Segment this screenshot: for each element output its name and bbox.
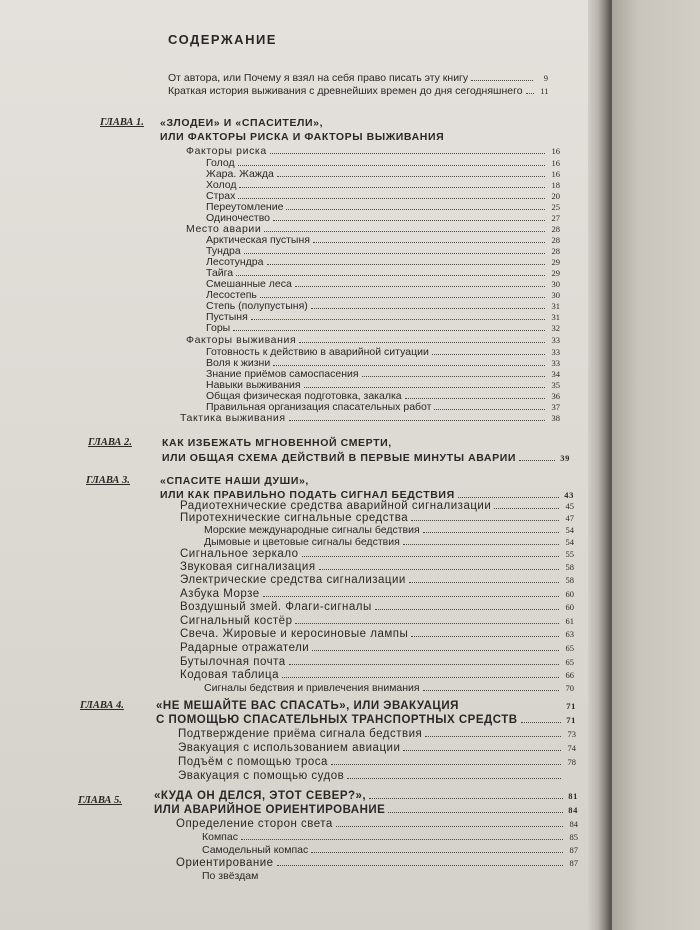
- leader-dots: [375, 609, 559, 610]
- toc-entry-label: Свеча. Жировые и керосиновые лампы: [180, 628, 409, 640]
- toc-entry: [206, 322, 560, 334]
- toc-entry-label: Переутомление: [206, 201, 284, 213]
- toc-entry: [180, 561, 574, 573]
- toc-entry: [180, 628, 574, 640]
- toc-entry-label: Подъём с помощью троса: [178, 756, 328, 768]
- toc-entry-page: 60: [565, 589, 574, 599]
- toc-entry-label: Общая физическая подготовка, закалка: [206, 390, 402, 402]
- toc-entry-label: Краткая история выживания с древнейших времен до дня сегодняшнего: [168, 85, 523, 97]
- toc-entry-label: Смешанные леса: [206, 278, 292, 290]
- toc-entry-page: 9: [543, 73, 548, 83]
- toc-entry-label: Лесотундра: [206, 256, 264, 268]
- leader-dots: [304, 387, 545, 388]
- leader-dots: [423, 532, 559, 533]
- leader-dots: [403, 544, 559, 545]
- toc-entry: [168, 85, 548, 97]
- toc-entry-label: Азбука Морзе: [180, 588, 260, 600]
- toc-entry: [202, 844, 578, 856]
- toc-entry-page: 30: [551, 290, 560, 300]
- toc-entry-label: Сигнальный костёр: [180, 615, 293, 627]
- chapter-heading-line: «ЗЛОДЕИ» И «СПАСИТЕЛИ»,: [160, 117, 324, 129]
- toc-entry-label: От автора, или Почему я взял на себя право писать эту книгу: [168, 72, 469, 84]
- leader-dots: [423, 690, 559, 691]
- toc-entry-page: 35: [551, 380, 560, 390]
- leader-dots: [519, 460, 555, 461]
- leader-dots: [494, 508, 559, 509]
- chapter-label: ГЛАВА 1.: [100, 117, 144, 128]
- toc-entry-label: Воздушный змей. Флаги-сигналы: [180, 601, 372, 613]
- toc-entry: [204, 682, 574, 694]
- leader-dots: [432, 354, 545, 355]
- toc-entry-label: Морские международные сигналы бедствия: [204, 524, 420, 536]
- toc-entry-page: 30: [551, 279, 560, 289]
- chapter-heading-line: «СПАСИТЕ НАШИ ДУШИ»,: [160, 475, 309, 487]
- toc-entry-label: Тактика выживания: [180, 412, 286, 424]
- chapter-heading-line: ИЛИ АВАРИЙНОЕ ОРИЕНТИРОВАНИЕ: [154, 804, 386, 816]
- toc-entry: [178, 756, 576, 768]
- toc-entry: [180, 669, 574, 681]
- leader-dots: [273, 365, 545, 366]
- leader-dots: [282, 677, 559, 678]
- leader-dots: [336, 826, 563, 827]
- toc-entry-label: Навыки выживания: [206, 379, 301, 391]
- toc-entry-page: 34: [551, 369, 560, 379]
- toc-entry-page: 43: [564, 490, 574, 500]
- chapter-heading-line: КАК ИЗБЕЖАТЬ МГНОВЕННОЙ СМЕРТИ,: [162, 437, 392, 449]
- leader-dots: [277, 865, 563, 866]
- leader-dots: [331, 764, 561, 765]
- toc-entry-page: 54: [565, 525, 574, 535]
- leader-dots: [295, 623, 559, 624]
- leader-dots: [277, 176, 545, 177]
- toc-entry-page: 65: [565, 643, 574, 653]
- toc-entry-page: 55: [565, 549, 574, 559]
- leader-dots: [289, 664, 559, 665]
- leader-dots: [369, 798, 563, 799]
- leader-dots: [241, 839, 563, 840]
- toc-entry-page: 31: [551, 312, 560, 322]
- toc-entry: [180, 642, 574, 654]
- toc-entry: [180, 588, 574, 600]
- toc-entry-page: 58: [565, 575, 574, 585]
- toc-entry-label: Звуковая сигнализация: [180, 561, 316, 573]
- toc-entry-page: 47: [565, 513, 574, 523]
- chapter-label: ГЛАВА 2.: [88, 437, 132, 448]
- toc-entry-page: 73: [567, 729, 576, 739]
- toc-entry: [178, 728, 576, 740]
- toc-entry-page: 25: [551, 202, 560, 212]
- toc-entry-label: По звёздам: [202, 870, 259, 882]
- toc-entry-page: 33: [551, 358, 560, 368]
- toc-entry-page: 28: [551, 235, 560, 245]
- leader-dots: [286, 209, 545, 210]
- toc-entry: [186, 145, 560, 157]
- leader-dots: [521, 722, 561, 723]
- toc-entry: [180, 512, 574, 524]
- chapter-heading: [154, 790, 578, 802]
- leader-dots: [362, 376, 545, 377]
- chapter-heading-line: С ПОМОЩЬЮ СПАСАТЕЛЬНЫХ ТРАНСПОРТНЫХ СРЕДСТВ: [156, 714, 518, 726]
- toc-entry-page: 74: [567, 743, 576, 753]
- toc-entry-label: Жара. Жажда: [206, 168, 274, 180]
- leader-dots: [233, 330, 545, 331]
- toc-entry-page: 37: [551, 402, 560, 412]
- chapter-heading: [154, 804, 578, 816]
- leader-dots: [244, 253, 545, 254]
- toc-entry-page: 71: [566, 701, 576, 711]
- leader-dots: [270, 153, 545, 154]
- leader-dots: [405, 398, 545, 399]
- toc-entry-page: 32: [551, 323, 560, 333]
- toc-entry-page: 65: [565, 657, 574, 667]
- toc-entry-label: Степь (полупустыня): [206, 300, 308, 312]
- toc-entry-label: Пустыня: [206, 311, 248, 323]
- toc-entry-label: Холод: [206, 179, 237, 191]
- toc-entry-page: 45: [565, 501, 574, 511]
- toc-entry-label: Лесостепь: [206, 289, 257, 301]
- toc-entry-page: 28: [551, 246, 560, 256]
- toc-entry: [180, 615, 574, 627]
- toc-entry: [180, 500, 574, 512]
- toc-entry-page: 16: [551, 146, 560, 156]
- leader-dots: [238, 198, 545, 199]
- leader-dots: [251, 319, 545, 320]
- toc-entry: [204, 524, 574, 536]
- chapter-heading: [162, 437, 570, 449]
- toc-entry-label: Факторы риска: [186, 145, 267, 157]
- chapter-heading-line: «НЕ МЕШАЙТЕ ВАС СПАСАТЬ», ИЛИ ЭВАКУАЦИЯ: [156, 700, 459, 712]
- chapter-heading-line: «КУДА ОН ДЕЛСЯ, ЭТОТ СЕВЕР?»,: [154, 790, 367, 802]
- toc-entry: [180, 548, 574, 560]
- toc-entry-label: Эвакуация с использованием авиации: [178, 742, 401, 754]
- chapter-heading: [156, 714, 576, 726]
- toc-entry-page: 81: [568, 791, 578, 801]
- leader-dots: [238, 165, 545, 166]
- toc-entry-label: Голод: [206, 157, 235, 169]
- toc-entry-label: Радарные отражатели: [180, 642, 310, 654]
- toc-entry-label: Самодельный компас: [202, 844, 309, 856]
- chapter-heading-line: ИЛИ ФАКТОРЫ РИСКА И ФАКТОРЫ ВЫЖИВАНИЯ: [160, 131, 445, 143]
- toc-entry-page: 31: [551, 301, 560, 311]
- toc-entry-label: Сигналы бедствия и привлечения внимания: [204, 682, 420, 694]
- toc-entry: [180, 656, 574, 668]
- toc-entry-page: 71: [566, 715, 576, 725]
- toc-entry-label: Ориентирование: [176, 857, 274, 869]
- leader-dots: [311, 852, 563, 853]
- toc-entry-page: 63: [565, 629, 574, 639]
- toc-entry-page: 87: [569, 845, 578, 855]
- toc-entry-page: 20: [551, 191, 560, 201]
- toc-entry-label: Электрические средства сигнализации: [180, 574, 406, 586]
- toc-entry: [176, 818, 578, 830]
- toc-entry-page: 18: [551, 180, 560, 190]
- leader-dots: [263, 596, 559, 597]
- chapter-label: ГЛАВА 4.: [80, 700, 124, 711]
- leader-dots: [411, 520, 559, 521]
- toc-entry-label: Кодовая таблица: [180, 669, 279, 681]
- toc-entry: [180, 574, 574, 586]
- leader-dots: [411, 636, 559, 637]
- leader-dots: [302, 556, 559, 557]
- chapter-heading: [160, 131, 560, 143]
- toc-entry-label: Эвакуация с помощью судов: [178, 770, 345, 782]
- leader-dots: [299, 342, 545, 343]
- toc-entry: [178, 770, 576, 782]
- leader-dots: [312, 650, 559, 651]
- toc-entry-label: Компас: [202, 831, 238, 843]
- chapter-heading: [160, 475, 574, 487]
- toc-entry: [186, 334, 560, 346]
- page-title: СОДЕРЖАНИЕ: [168, 32, 277, 47]
- toc-entry-label: Знание приёмов самоспасения: [206, 368, 359, 380]
- toc-entry-label: Дымовые и цветовые сигналы бедствия: [204, 536, 400, 548]
- toc-entry-label: Готовность к действию в аварийной ситуации: [206, 346, 429, 358]
- leader-dots: [388, 812, 563, 813]
- toc-entry-label: Определение сторон света: [176, 818, 333, 830]
- facing-page: [612, 0, 700, 930]
- toc-entry-page: 60: [565, 602, 574, 612]
- toc-entry-label: Арктическая пустыня: [206, 234, 310, 246]
- toc-entry-label: Правильная организация спасательных работ: [206, 401, 432, 413]
- toc-entry-label: Горы: [206, 322, 231, 334]
- toc-entry-page: 78: [567, 757, 576, 767]
- toc-entry-label: Пиротехнические сигнальные средства: [180, 512, 409, 524]
- leader-dots: [264, 231, 545, 232]
- toc-entry-page: 54: [565, 537, 574, 547]
- toc-entry-label: Страх: [206, 190, 236, 202]
- toc-entry-page: 11: [540, 86, 549, 96]
- leader-dots: [319, 569, 559, 570]
- toc-entry-page: 36: [551, 391, 560, 401]
- toc-entry-page: 85: [569, 832, 578, 842]
- toc-entry-label: Сигнальное зеркало: [180, 548, 299, 560]
- leader-dots: [425, 736, 561, 737]
- toc-entry-page: 39: [560, 453, 570, 463]
- leader-dots: [289, 420, 545, 421]
- toc-entry-page: 27: [551, 213, 560, 223]
- toc-entry: [176, 857, 578, 869]
- toc-entry: [204, 536, 574, 548]
- toc-entry-label: Воля к жизни: [206, 357, 271, 369]
- toc-entry-label: Одиночество: [206, 212, 271, 224]
- toc-entry-label: Тайга: [206, 267, 234, 279]
- toc-entry-page: 58: [565, 562, 574, 572]
- chapter-heading: [162, 452, 570, 464]
- toc-entry-page: 84: [568, 805, 578, 815]
- toc-entry-page: 66: [565, 670, 574, 680]
- toc-entry-page: 70: [565, 683, 574, 693]
- chapter-label: ГЛАВА 5.: [78, 795, 122, 806]
- toc-entry-label: Место аварии: [186, 223, 262, 235]
- leader-dots: [239, 187, 545, 188]
- toc-entry-page: 16: [551, 169, 560, 179]
- chapter-label: ГЛАВА 3.: [86, 475, 130, 486]
- leader-dots: [267, 264, 546, 265]
- leader-dots: [273, 220, 545, 221]
- toc-entry-label: Факторы выживания: [186, 334, 297, 346]
- toc-entry-page: 33: [551, 335, 560, 345]
- toc-entry: [178, 742, 576, 754]
- toc-entry-label: Тундра: [206, 245, 241, 257]
- toc-entry: [180, 601, 574, 613]
- toc-entry: [202, 831, 578, 843]
- leader-dots: [434, 409, 545, 410]
- toc-entry-page: 33: [551, 347, 560, 357]
- leader-dots: [295, 286, 545, 287]
- toc-entry-page: 87: [569, 858, 578, 868]
- leader-dots: [236, 275, 545, 276]
- leader-dots: [458, 497, 559, 498]
- leader-dots: [347, 778, 561, 779]
- leader-dots: [471, 80, 533, 81]
- leader-dots: [260, 297, 545, 298]
- toc-entry-page: 29: [551, 257, 560, 267]
- toc-entry-page: 84: [569, 819, 578, 829]
- chapter-heading-line: ИЛИ ОБЩАЯ СХЕМА ДЕЙСТВИЙ В ПЕРВЫЕ МИНУТЫ АВАРИИ: [162, 452, 517, 464]
- chapter-heading-line: ИЛИ КАК ПРАВИЛЬНО ПОДАТЬ СИГНАЛ БЕДСТВИЯ: [160, 489, 455, 501]
- toc-entry: [180, 412, 560, 424]
- leader-dots: [403, 750, 561, 751]
- chapter-heading: [160, 117, 560, 129]
- toc-entry-page: 28: [551, 224, 560, 234]
- leader-dots: [526, 93, 534, 94]
- leader-dots: [409, 582, 559, 583]
- toc-entry: [168, 72, 548, 84]
- toc-entry-page: 16: [551, 158, 560, 168]
- toc-entry: [202, 870, 578, 882]
- toc-entry-label: Радиотехнические средства аварийной сигнализации: [180, 500, 492, 512]
- toc-entry-page: 38: [551, 413, 560, 423]
- leader-dots: [313, 242, 545, 243]
- chapter-heading: [156, 700, 576, 712]
- leader-dots: [311, 308, 545, 309]
- toc-entry-label: Бутылочная почта: [180, 656, 286, 668]
- toc-entry-label: Подтверждение приёма сигнала бедствия: [178, 728, 423, 740]
- toc-entry-page: 29: [551, 268, 560, 278]
- toc-entry-page: 61: [565, 616, 574, 626]
